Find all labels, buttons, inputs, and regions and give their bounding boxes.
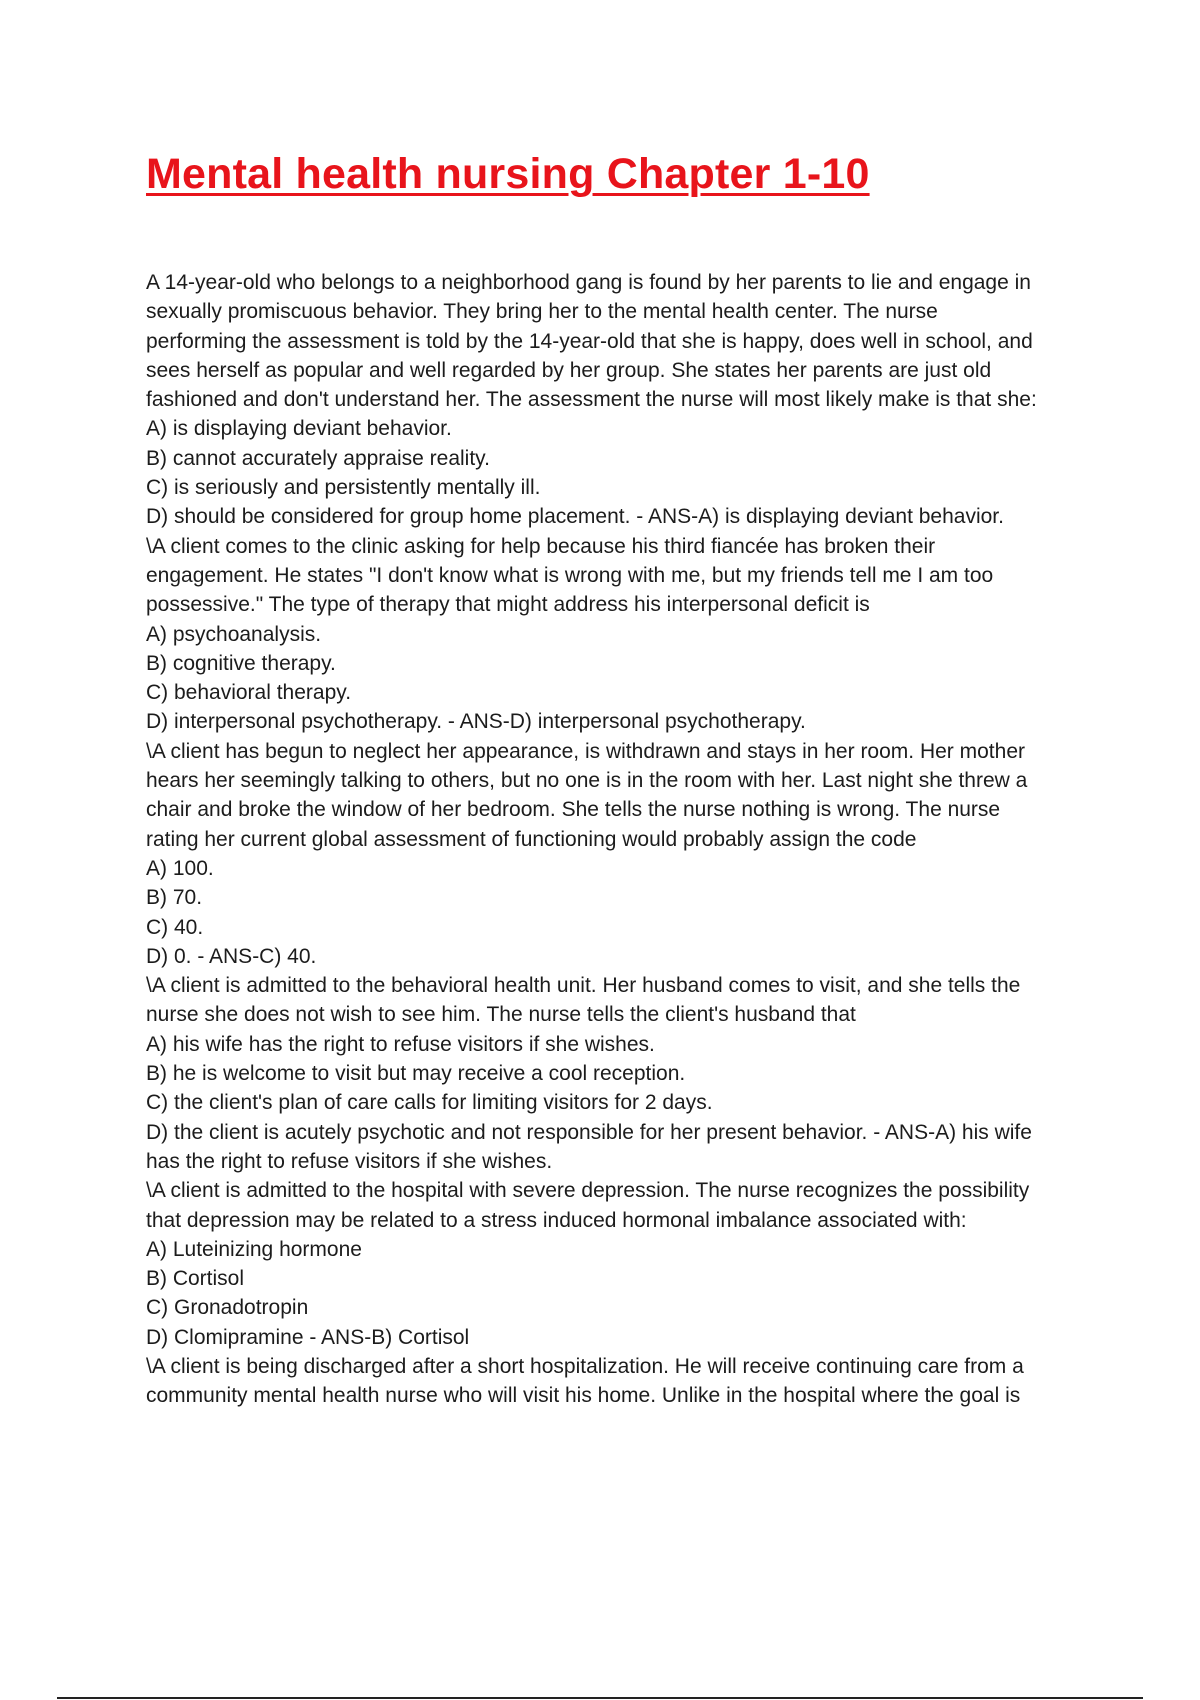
answer-option: B) he is welcome to visit but may receive a cool reception. xyxy=(146,1062,686,1086)
text-line: A 14-year-old who belongs to a neighborhood gang is found by her parents to lie and engage in xyxy=(146,271,1031,294)
text-line: performing the assessment is told by the 14-year-old that she is happy, does well in school, and xyxy=(146,329,1033,353)
answer-option: C) behavioral therapy. xyxy=(146,681,352,705)
text-line: \A client is being discharged after a short hospitalization. He will receive continuing care from a xyxy=(146,1354,1024,1378)
document-title: Mental health nursing Chapter 1-10 xyxy=(146,150,870,198)
text-line: \A client has begun to neglect her appearance, is withdrawn and stays in her room. Her mother xyxy=(146,739,1025,763)
text-line: that depression may be related to a stress induced hormonal imbalance associated with: xyxy=(146,1208,967,1232)
answer-option: A) psychoanalysis. xyxy=(146,622,322,646)
text-line: possessive." The type of therapy that might address his interpersonal deficit is xyxy=(146,593,870,617)
text-line: rating her current global assessment of functioning would probably assign the code xyxy=(146,827,917,851)
text-line: hears her seemingly talking to others, but no one is in the room with her. Last night she threw a xyxy=(146,769,1028,793)
answer-option: C) the client's plan of care calls for limiting visitors for 2 days. xyxy=(146,1091,713,1115)
text-line: \A client comes to the clinic asking for help because his third fiancée has broken their xyxy=(146,534,936,558)
text-line: fashioned and don't understand her. The assessment the nurse will most likely make is that she: xyxy=(146,388,1037,412)
text-line: \A client is admitted to the hospital with severe depression. The nurse recognizes the possibility xyxy=(146,1179,1030,1203)
text-line: sees herself as popular and well regarded by her group. She states her parents are just old xyxy=(146,358,992,382)
answer-option: D) Clomipramine - ANS-B) Cortisol xyxy=(146,1325,470,1349)
answer-option: B) 70. xyxy=(146,886,203,910)
answer-option: C) is seriously and persistently mentally ill. xyxy=(146,476,541,500)
answer-option: D) interpersonal psychotherapy. - ANS-D) interpersonal psychotherapy. xyxy=(146,710,806,734)
answer-option: A) his wife has the right to refuse visitors if she wishes. xyxy=(146,1032,655,1056)
answer-option: B) cognitive therapy. xyxy=(146,651,336,675)
answer-option: A) is displaying deviant behavior. xyxy=(146,417,452,441)
answer-option: D) 0. - ANS-C) 40. xyxy=(146,944,317,968)
answer-option: C) Gronadotropin xyxy=(146,1296,309,1320)
answer-option: D) the client is acutely psychotic and not responsible for her present behavior. - ANS-A) his wife xyxy=(146,1120,1032,1144)
text-line: chair and broke the window of her bedroom. She tells the nurse nothing is wrong. The nurse xyxy=(146,798,1001,822)
answer-option: C) 40. xyxy=(146,915,204,939)
text-line: engagement. He states "I don't know what is wrong with me, but my friends tell me I am too xyxy=(146,563,994,587)
text-line: nurse she does not wish to see him. The nurse tells the client's husband that xyxy=(146,1003,856,1027)
text-line: community mental health nurse who will visit his home. Unlike in the hospital where the goal is xyxy=(146,1384,1021,1408)
answer-option: B) cannot accurately appraise reality. xyxy=(146,446,490,470)
text-line: has the right to refuse visitors if she wishes. xyxy=(146,1149,553,1173)
text-line: \A client is admitted to the behavioral health unit. Her husband comes to visit, and she tells the xyxy=(146,974,1021,998)
bottom-rule xyxy=(57,1697,1143,1699)
text-line: sexually promiscuous behavior. They bring her to the mental health center. The nurse xyxy=(146,300,938,324)
answer-option: A) Luteinizing hormone xyxy=(146,1237,362,1261)
document-body xyxy=(146,268,1096,1411)
answer-option: D) should be considered for group home placement. - ANS-A) is displaying deviant behavior. xyxy=(146,505,1004,529)
answer-option: A) 100. xyxy=(146,856,214,880)
answer-option: B) Cortisol xyxy=(146,1267,245,1291)
